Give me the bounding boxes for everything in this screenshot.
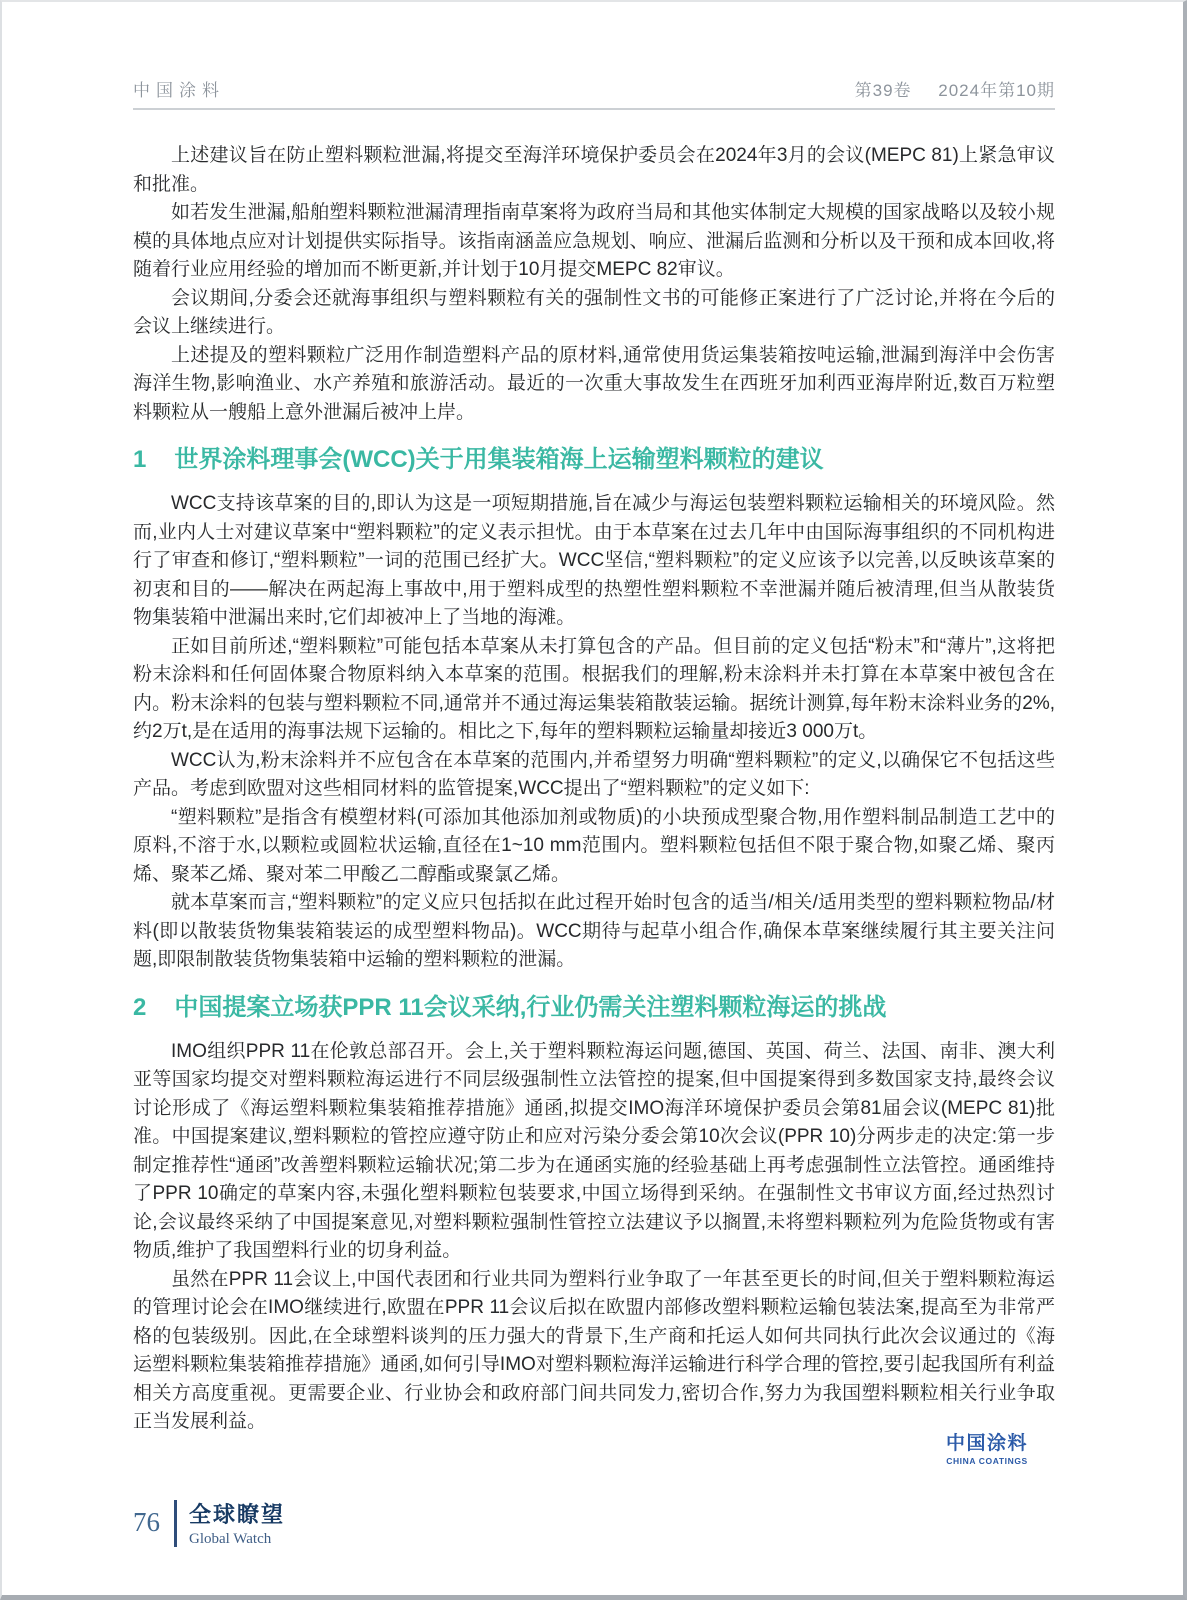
page-number: 76 [133,1507,160,1537]
column-name-english: Global Watch [189,1531,272,1547]
section-paragraph: WCC认为,粉末涂料并不应包含在本草案的范围内,并希望努力明确“塑料颗粒”的定义,以确保它不包括这些产品。考虑到欧盟对这些相同材料的监管提案,WCC提出了“塑料颗粒”的定义如下: [133,749,1055,799]
section-number: 2 [133,993,147,1021]
section-paragraph: 就本草案而言,“塑料颗粒”的定义应只包括拟在此过程开始时包含的适当/相关/适用类型的塑料颗粒物品/材料(即以散装货物集装箱装运的成型塑料物品)。WCC期待与起草小组合作,确保本草案继续履行其主要关注问题,即限制散装货物集装箱中运输的塑料颗粒的泄漏。 [133,892,1055,970]
china-coatings-logo [946,1434,1028,1466]
journal-name: 中国涂料 [133,81,225,100]
page-header [133,76,1055,101]
header-divider [133,108,1055,110]
column-name [189,1498,285,1548]
section-title: 世界涂料理事会(WCC)关于用集装箱海上运输塑料颗粒的建议 [174,446,824,473]
section-paragraph: 正如目前所述,“塑料颗粒”可能包括本草案从未打算包含的产品。但目前的定义包括“粉末”和“薄片”,这将把粉末涂料和任何固体聚合物原料纳入本草案的范围。根据我们的理解,粉末涂料并未打算在本草案中被包含在内。粉末涂料的包装与塑料颗粒不同,通常并不通过海运集装箱散装运输。据统计测算,每年粉末涂料业务的2%,约2万t,是在适用的海事法规下运输的。相比之下,每年的塑料颗粒运输量却接近3 000万t。 [133,635,1055,742]
section-heading-2 [133,993,1055,1023]
volume-label: 第39卷 [854,81,912,100]
logo-chinese-text: 中国涂料 [946,1433,1029,1454]
section-paragraph: 虽然在PPR 11会议上,中国代表团和行业共同为塑料行业争取了一年甚至更长的时间,但关于塑料颗粒海运的管理讨论会在IMO继续进行,欧盟在PPR 11会议后拟在欧盟内部修改塑料颗粒运输包装法案,提高至为非常严格的包装级别。因此,在全球塑料谈判的压力强大的背景下,生产商和托运人如何共同执行此次会议通过的《海运塑料颗粒集装箱推荐措施》通函,如何引导IMO对塑料颗粒海洋运输进行科学合理的管控,要引起我国所有利益相关方高度重视。更需要企业、行业协会和政府部门间共同发力,密切合作,努力为我国塑料颗粒相关行业争取正当发展利益。 [133,1268,1055,1432]
page-footer [133,1498,285,1548]
section-heading-1 [133,445,1055,475]
section-number: 1 [133,446,147,473]
footer-divider-bar [174,1500,177,1547]
section-title: 中国提案立场获PPR 11会议采纳,行业仍需关注塑料颗粒海运的挑战 [174,993,887,1021]
article-body [133,142,1055,1437]
section-paragraph: “塑料颗粒”是指含有模塑材料(可添加其他添加剂或物质)的小块预成型聚合物,用作塑料制品制造工艺中的原料,不溶于水,以颗粒或圆粒状运输,直径在1~10 mm范围内。塑料颗粒包括但不限于聚合物,如聚乙烯、聚丙烯、聚苯乙烯、聚对苯二甲酸乙二醇酯或聚氯乙烯。 [133,806,1055,885]
section-paragraph: WCC支持该草案的目的,即认为这是一项短期措施,旨在减少与海运包装塑料颗粒运输相关的环境风险。然而,业内人士对建议草案中“塑料颗粒”的定义表示担忧。由于本草案在过去几年中由国际海事组织的不同机构进行了审查和修订,“塑料颗粒”一词的范围已经扩大。WCC坚信,“塑料颗粒”的定义应该予以完善,以反映该草案的初衷和目的——解决在两起海上事故中,用于塑料成型的热塑性塑料颗粒不幸泄漏并随后被清理,但当从散装货物集装箱中泄漏出来时,它们却被冲上了当地的海滩。 [133,493,1055,628]
intro-paragraph: 上述提及的塑料颗粒广泛用作制造塑料产品的原材料,通常使用货运集装箱按吨运输,泄漏到海洋中会伤害海洋生物,影响渔业、水产养殖和旅游活动。最近的一次重大事故发生在西班牙加利西亚海岸附近,数百万粒塑料颗粒从一艘船上意外泄漏后被冲上岸。 [133,344,1055,423]
logo-english-text: CHINA COATINGS [946,1455,1028,1466]
issue-label: 2024年第10期 [938,81,1055,100]
intro-paragraph: 会议期间,分委会还就海事组织与塑料颗粒有关的强制性文书的可能修正案进行了广泛讨论,并将在今后的会议上继续进行。 [133,287,1055,337]
intro-paragraph: 如若发生泄漏,船舶塑料颗粒泄漏清理指南草案将为政府当局和其他实体制定大规模的国家战略以及较小规模的具体地点应对计划提供实际指导。该指南涵盖应急规划、响应、泄漏后监测和分析以及干预和成本回收,将随着行业应用经验的增加而不断更新,并计划于10月提交MEPC 82审议。 [133,202,1055,280]
page-content [2,2,1183,1437]
volume-issue [855,76,1055,101]
section-paragraph: IMO组织PPR 11在伦敦总部召开。会上,关于塑料颗粒海运问题,德国、英国、荷兰、法国、南非、澳大利亚等国家均提交对塑料颗粒海运进行不同层级强制性立法管控的提案,但中国提案得到多数国家支持,最终会议讨论形成了《海运塑料颗粒集装箱推荐措施》通函,拟提交IMO海洋环境保护委员会第81届会议(MEPC 81)批准。中国提案建议,塑料颗粒的管控应遵守防止和应对污染分委会第10次会议(PPR 10)分两步走的决定:第一步制定推荐性“通函”改善塑料颗粒运输状况;第二步为在通函实施的经验基础上再考虑强制性立法管控。通函维持了PPR 10确定的草案内容,未强化塑料颗粒包装要求,中国立场得到采纳。在强制性文书审议方面,经过热烈讨论,会议最终采纳了中国提案意见,对塑料颗粒强制性管控立法建议予以搁置,未将塑料颗粒列为危险货物或有害物质,维护了我国塑料行业的切身利益。 [133,1040,1055,1261]
column-name-chinese: 全球瞭望 [189,1502,286,1527]
intro-paragraph: 上述建议旨在防止塑料颗粒泄漏,将提交至海洋环境保护委员会在2024年3月的会议(MEPC 81)上紧急审议和批准。 [133,145,1055,195]
